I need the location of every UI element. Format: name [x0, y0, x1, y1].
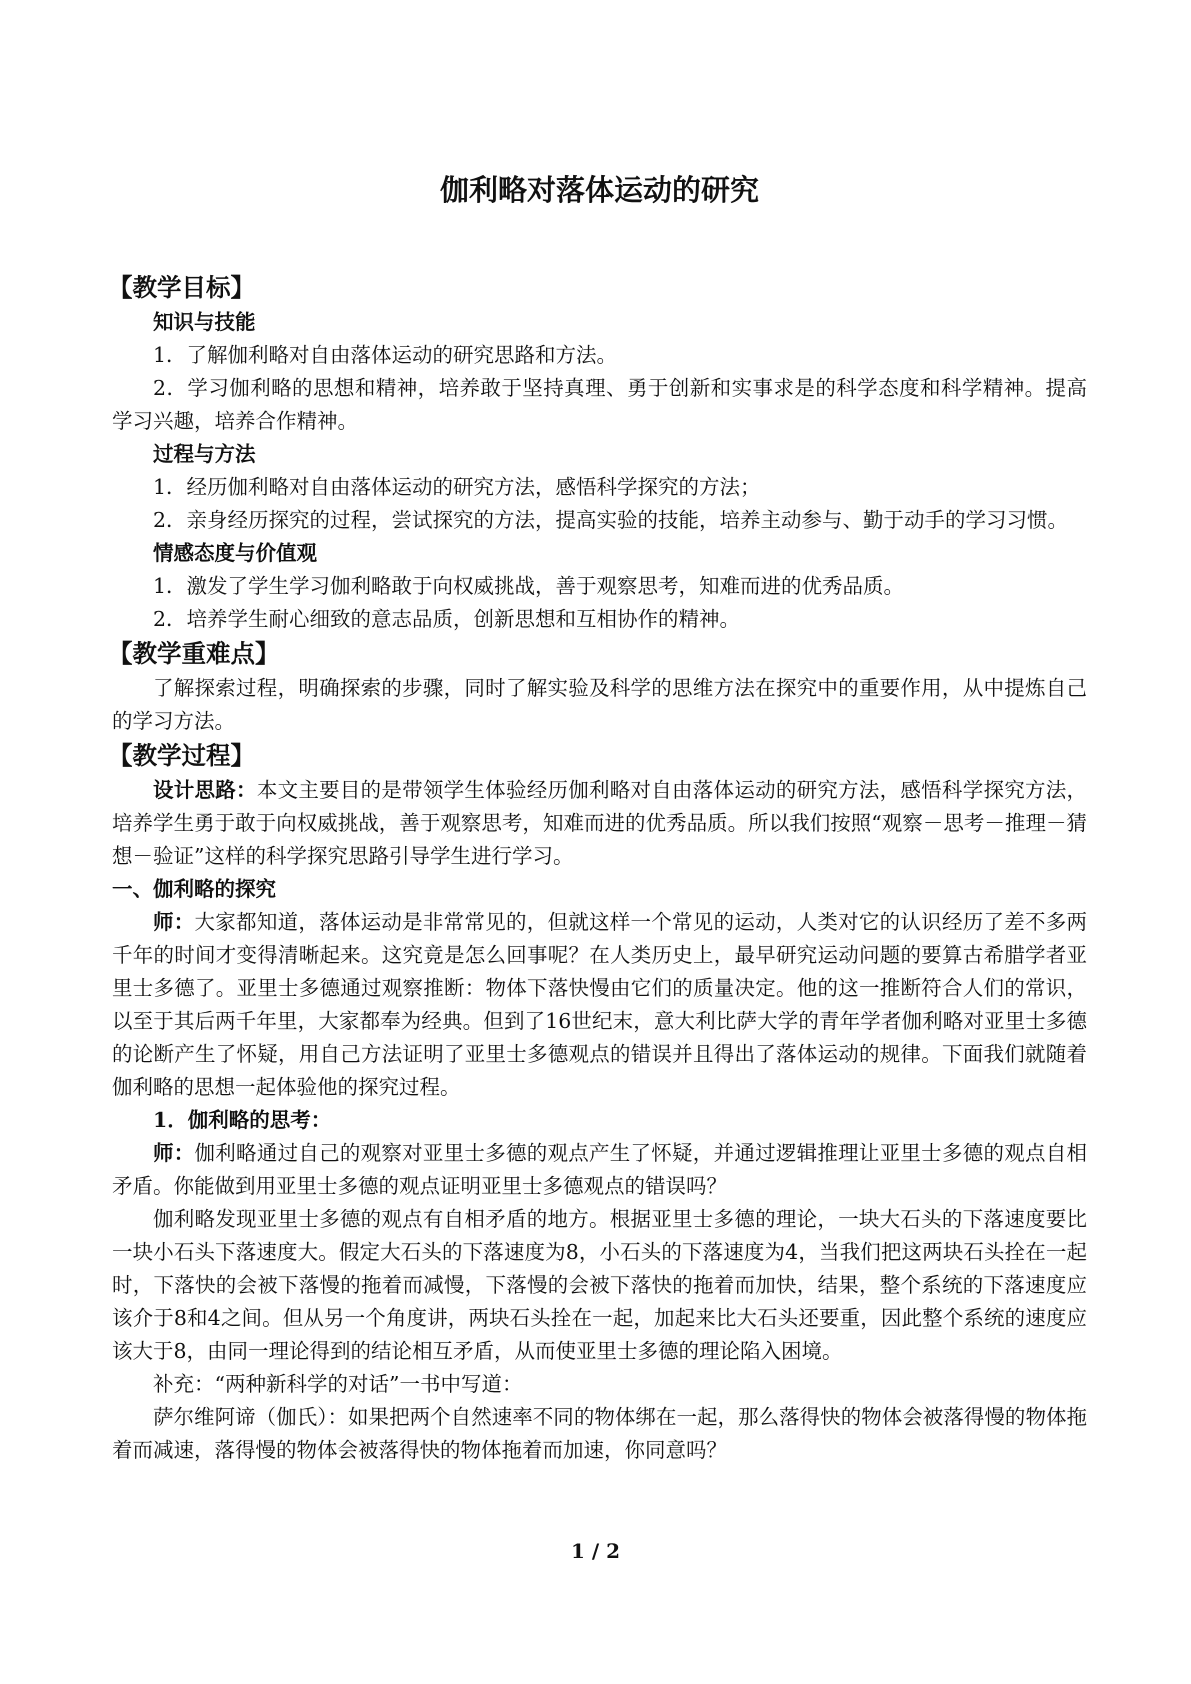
part1-heading: 一、伽利略的探究 — [112, 877, 276, 901]
supplement-label: 补充： — [153, 1372, 215, 1396]
teacher-paragraph-2 — [112, 1137, 1087, 1203]
supplement-paragraph — [112, 1368, 1087, 1401]
dialogue-paragraph: 萨尔维阿谛（伽氏）：如果把两个自然速率不同的物体绑在一起，那么落得快的物体会被落得慢的物体拖着而减速，落得慢的物体会被落得快的物体拖着而加速，你同意吗？ — [112, 1405, 1087, 1462]
document-title: 伽利略对落体运动的研究 — [439, 173, 759, 207]
teacher-label-1: 师： — [153, 910, 195, 934]
teacher-paragraph-1 — [112, 906, 1087, 1104]
subheading-values: 情感态度与价值观 — [153, 541, 317, 565]
design-label: 设计思路： — [153, 778, 257, 802]
knowledge-item-2: 2．学习伽利略的思想和精神，培养敢于坚持真理、勇于创新和实事求是的科学态度和科学精神。提高学习兴趣，培养合作精神。 — [112, 376, 1087, 433]
teacher-text-1: 大家都知道，落体运动是非常常见的，但就这样一个常见的运动，人类对它的认识经历了差不多两千年的时间才变得清晰起来。这究竟是怎么回事呢？在人类历史上，最早研究运动问题的要算古希腊学者亚里士多德了。亚里士多德通过观察推断：物体下落快慢由它们的质量决定。他的这一推断符合人们的常识，以至于其后两千年里，大家都奉为经典。但到了16世纪末，意大利比萨大学的青年学者伽利略对亚里士多德的论断产生了怀疑，用自己方法证明了亚里士多德观点的错误并且得出了落体运动的规律。下面我们就随着伽利略的思想一起体验他的探究过程。 — [112, 910, 1088, 1099]
values-item-2: 2．培养学生耐心细致的意志品质，创新思想和互相协作的精神。 — [153, 607, 741, 631]
section-heading-goals: 【教学目标】 — [108, 273, 255, 302]
process-item-1: 1．经历伽利略对自由落体运动的研究方法，感悟科学探究的方法； — [153, 475, 761, 499]
process-item-2: 2．亲身经历探究的过程，尝试探究的方法，提高实验的技能，培养主动参与、勤于动手的学习习惯。 — [153, 508, 1069, 532]
knowledge-item-1: 1．了解伽利略对自由落体运动的研究思路和方法。 — [153, 343, 618, 367]
design-text: 本文主要目的是带领学生体验经历伽利略对自由落体运动的研究方法，感悟科学探究方法，培养学生勇于敢于向权威挑战，善于观察思考，知难而进的优秀品质。所以我们按照“观察－思考－推理－猜想－验证”这样的科学探究思路引导学生进行学习。 — [112, 778, 1088, 868]
supplement-text: “两种新科学的对话”一书中写道： — [214, 1372, 523, 1396]
section-heading-key-points: 【教学重难点】 — [108, 639, 280, 668]
galileo-paragraph: 伽利略发现亚里士多德的观点有自相矛盾的地方。根据亚里士多德的理论，一块大石头的下落速度要比一块小石头下落速度大。假定大石头的下落速度为8，小石头的下落速度为4，当我们把这两块石头拴在一起时，下落快的会被下落慢的拖着而减慢，下落慢的会被下落快的拖着而加快，结果，整个系统的下落速度应该介于8和4之间。但从另一个角度讲，两块石头拴在一起，加起来比大石头还要重，因此整个系统的速度应该大于8，由同一理论得到的结论相互矛盾，从而使亚里士多德的理论陷入困境。 — [112, 1207, 1087, 1363]
subheading-process-method: 过程与方法 — [153, 442, 256, 466]
key-points-text: 了解探索过程，明确探索的步骤，同时了解实验及科学的思维方法在探究中的重要作用，从中提炼自己的学习方法。 — [112, 676, 1087, 733]
design-paragraph — [112, 774, 1087, 873]
page-number: 1 / 2 — [570, 1539, 621, 1563]
section-heading-teaching-process: 【教学过程】 — [108, 741, 255, 770]
subheading-knowledge: 知识与技能 — [153, 310, 256, 334]
subsection1-heading: 1．伽利略的思考： — [153, 1108, 332, 1132]
document-body — [108, 150, 1088, 1467]
values-item-1: 1．激发了学生学习伽利略敢于向权威挑战，善于观察思考，知难而进的优秀品质。 — [153, 574, 905, 598]
teacher-text-2: 伽利略通过自己的观察对亚里士多德的观点产生了怀疑，并通过逻辑推理让亚里士多德的观点自相矛盾。你能做到用亚里士多德的观点证明亚里士多德观点的错误吗？ — [112, 1141, 1088, 1198]
teacher-label-2: 师： — [153, 1141, 195, 1165]
